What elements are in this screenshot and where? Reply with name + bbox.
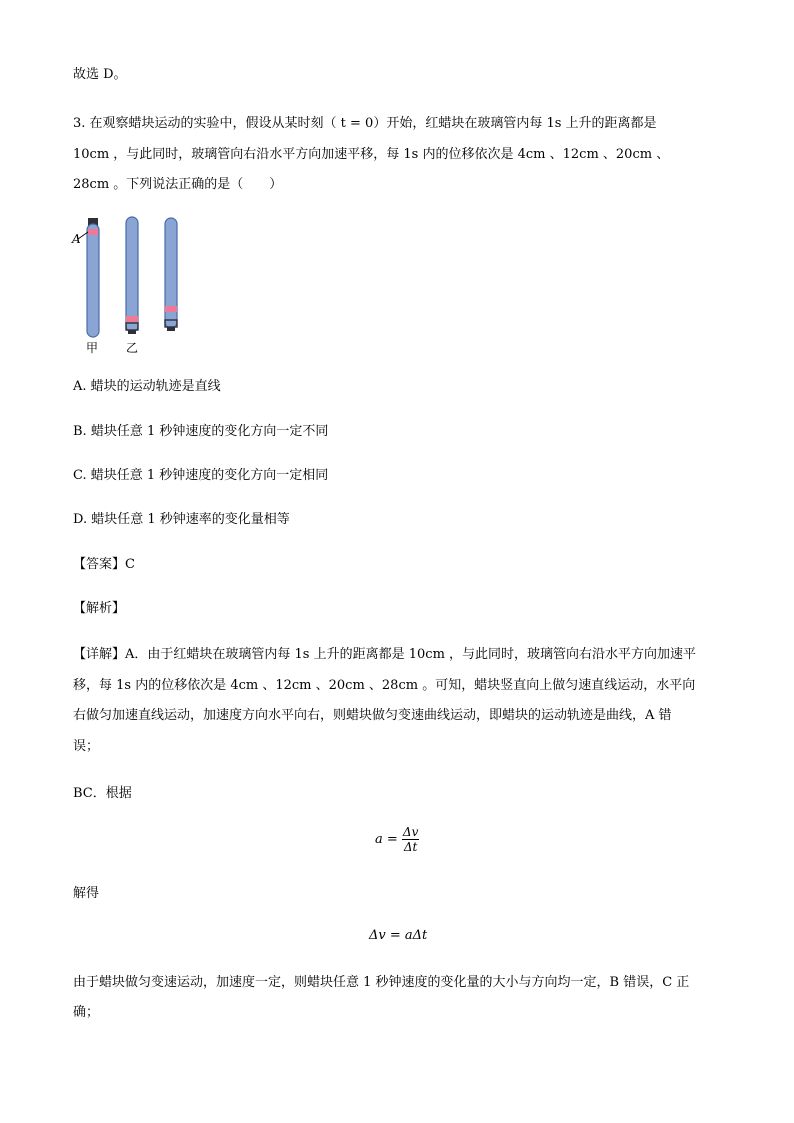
detail-line-2: 移，每 1s 内的位移依次是 4cm 、12cm 、20cm 、28cm 。可知，蜡块竖直向上做匀速直线运动，水平向 (73, 678, 696, 693)
wax-block (88, 229, 98, 235)
label-jia: 甲 (86, 341, 99, 355)
formula-fraction (402, 825, 419, 854)
tube-body (126, 217, 138, 332)
option-b: B. 蜡块任意 1 秒钟速度的变化方向一定不同 (73, 424, 329, 439)
tube-yi (126, 217, 138, 334)
detail-line-1 (73, 646, 696, 664)
detail-text-1: A．由于红蜡块在玻璃管内每 1s 上升的距离都是 10cm ，与此同时，玻璃管向右沿水平方向加速平 (125, 647, 697, 662)
formula-acceleration (375, 825, 419, 854)
tubes-illustration (68, 212, 188, 357)
formula-denominator: Δt (403, 840, 418, 854)
wax-tube-figure (68, 212, 188, 357)
question-line-2: 10cm ，与此同时，玻璃管向右沿水平方向加速平移，每 1s 内的位移依次是 4cm 、12cm 、20cm 、 (73, 147, 670, 162)
tube-third (165, 218, 177, 331)
detail-line-3: 右做匀加速直线运动，加速度方向水平向右，则蜡块做匀变速曲线运动，即蜡块的运动轨迹是曲线，A 错 (73, 708, 672, 723)
option-c: C. 蜡块任意 1 秒钟速度的变化方向一定相同 (73, 468, 329, 483)
tube-cap-bottom (128, 330, 136, 334)
label-yi: 乙 (126, 341, 139, 355)
solve-line: 解得 (73, 886, 100, 901)
answer-value: C (125, 557, 135, 572)
previous-conclusion: 故选 D。 (73, 67, 127, 82)
wax-block (165, 306, 177, 312)
tube-cap-bottom (167, 327, 175, 331)
detail-label: 【详解】 (73, 647, 126, 662)
analysis-label: 【解析】 (73, 601, 126, 616)
bc-line: BC．根据 (73, 786, 132, 801)
answer-label: 【答案】 (73, 557, 126, 572)
detail-line-6: 确； (73, 1005, 100, 1020)
detail-line-5: 由于蜡块做匀变速运动，加速度一定，则蜡块任意 1 秒钟速度的变化量的大小与方向均一定，B 错误，C 正 (73, 975, 690, 990)
option-d: D. 蜡块任意 1 秒钟速率的变化量相等 (73, 512, 290, 527)
question-line-1: 3. 在观察蜡块运动的实验中，假设从某时刻（ t = 0）开始，红蜡块在玻璃管内每 1s 上升的距离都是 (73, 116, 657, 131)
wax-block (126, 316, 138, 322)
option-a: A. 蜡块的运动轨迹是直线 (73, 379, 221, 394)
tube-body (87, 224, 99, 337)
question-line-3: 28cm 。下列说法正确的是（ ） (73, 177, 283, 192)
formula-delta-v: Δv = aΔt (369, 928, 428, 943)
formula-lhs: a = (375, 832, 398, 847)
answer-line (73, 556, 135, 574)
label-a: A (72, 232, 81, 246)
formula-numerator: Δv (402, 825, 419, 839)
tube-jia (78, 218, 99, 337)
detail-line-4: 误； (73, 739, 100, 754)
